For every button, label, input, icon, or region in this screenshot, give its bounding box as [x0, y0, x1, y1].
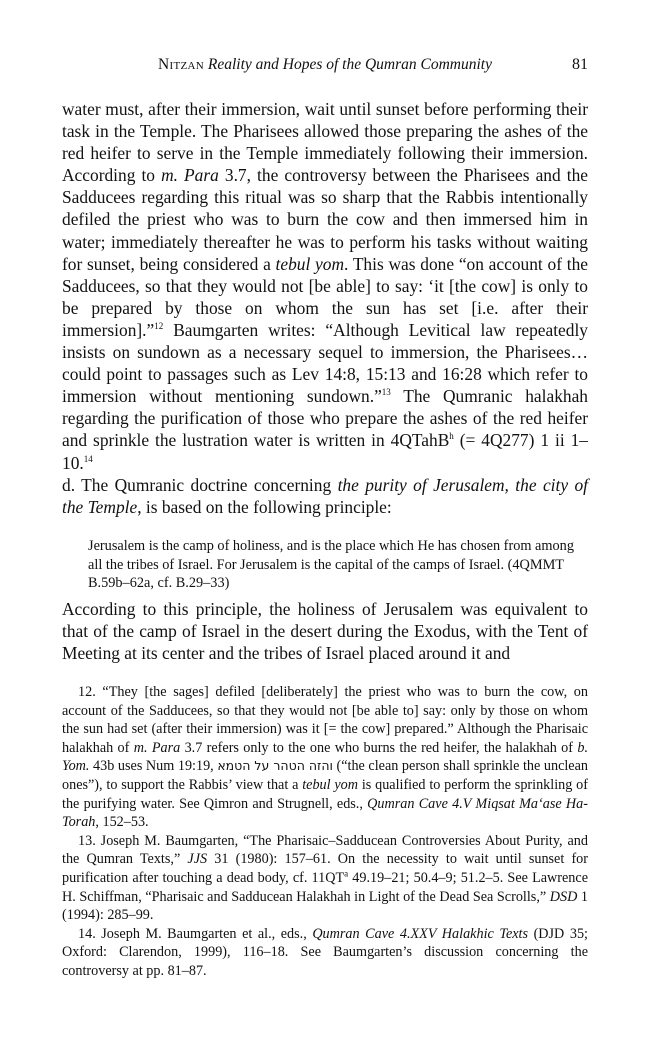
- footnotes: [62, 683, 588, 981]
- text-run: (= 4Q277) 1 ii 1–10.: [62, 430, 588, 473]
- body-paragraph-3: [62, 598, 588, 664]
- text-run: , 152–53.: [95, 814, 149, 831]
- footnote-13: [62, 832, 588, 925]
- running-head-article-title: Reality and Hopes of the Qumran Community: [207, 56, 492, 73]
- text-run: 49.19–21; 50.4–9; 51.2–5. See Lawrence H. Schiffman, “Pharisaic and Sadducean Halakhah in Light of the Dead Sea Scrolls,”: [62, 869, 588, 905]
- text-run: (“the clean person shall sprinkle the unclean ones”), to support the Rabbis’ view that a: [62, 758, 588, 793]
- running-head-title: [62, 56, 588, 74]
- body-paragraph-d: [62, 474, 588, 518]
- text-run: 13. Joseph M. Baumgarten, “The Pharisaic–Sadducean Controversies About Purity, and the Qumran Texts,”: [62, 832, 588, 868]
- footnote-14: [62, 925, 588, 981]
- text-run: d. The Qumranic doctrine concerning: [62, 475, 338, 495]
- hebrew-quote: והזה הטהר על הטמא: [217, 758, 333, 774]
- text-run: is qualified to perform the sprinkling of the purifying water. See Qimron and Strugnell, eds.,: [62, 776, 588, 812]
- term: tebul yom: [302, 776, 359, 793]
- text-run: 12. “They [the sages] defiled [deliberately] the priest who was to burn the cow, on account of the Sadducees, so that they would not [be able to] say: only by those on whom the sun had set (after their immersion) was it [= the cow] prepared.” Although the Pharisaic halakhah of: [62, 684, 588, 756]
- footnote-ref-13[interactable]: 13: [381, 387, 391, 398]
- superscript-a: a: [344, 868, 349, 879]
- journal-title: DSD: [549, 888, 578, 905]
- text-run: , is based on the following principle:: [137, 497, 392, 518]
- book-title: Qumran Cave 4.V Miqsat Ma‘ase Ha-Torah: [62, 795, 588, 831]
- term-purity-of-jerusalem: the purity of Jerusalem, the city of the Temple: [62, 475, 588, 518]
- text-run: 3.7, the controversy between the Pharisees and the Sadducees regarding this ritual was so sharp that the Rabbis intentionally defiled the priest who was to burn the cow and then immersed him in water; immediately thereafter he was to perform his tasks without waiting for sunset, being considered a: [62, 165, 588, 274]
- text-run: Baumgarten writes: “Although Levitical law repeatedly insists on sundown as a necessary sequel to immersion, the Pharisees…could point to passages such as Lev 14:8, 15:13 and 16:28 which refer to immersion without mentioning sundown.”: [62, 319, 588, 407]
- body-paragraph-1: [62, 98, 588, 474]
- running-head-author: Nitzan: [158, 56, 204, 73]
- citation: m. Para: [133, 739, 181, 756]
- text-run: The Qumranic halakhah regarding the purification of those who prepare the ashes of the red heifer and sprinkle the lustration water is written in 4QTahB: [62, 386, 589, 451]
- block-quote: Jerusalem is the camp of holiness, and is the place which He has chosen from among all the tribes of Israel. For Jerusalem is the capital of the camps of Israel. (4QMMT B.59b–62a, cf. B.29–33): [88, 538, 574, 592]
- page-number: 81: [572, 56, 588, 73]
- journal-title: JJS: [187, 851, 208, 868]
- running-head: [62, 56, 588, 78]
- footnote-ref-12[interactable]: 12: [154, 321, 164, 332]
- citation-m-para: m. Para: [161, 165, 219, 186]
- footnote-ref-14[interactable]: 14: [83, 453, 93, 464]
- citation: b. Yom.: [62, 739, 588, 775]
- text-run: 1 (1994): 285–99.: [62, 888, 588, 924]
- text-run: . This was done “on account of the Sadducees, so that they would not [be able] to say: ‘it [the cow] is only to be prepared by those on whom the sun has set [i.e. after their immersion].”: [62, 253, 588, 340]
- term-tebul-yom: tebul yom: [275, 253, 345, 274]
- text-run: 43b uses Num 19:19,: [89, 758, 218, 775]
- text-run: According to this principle, the holiness of Jerusalem was equivalent to that of the camp of Israel in the desert during the Exodus, with the Tent of Meeting at its center and the tribes of Israel placed around it and: [62, 599, 588, 664]
- footnote-12: [62, 683, 588, 832]
- text-run: 31 (1980): 157–61. On the necessity to wait until sunset for purification after touching a dead body, cf. 11QT: [62, 851, 588, 886]
- text-run: 14. Joseph M. Baumgarten et al., eds.,: [78, 925, 313, 942]
- book-title: Qumran Cave 4.XXV Halakhic Texts: [312, 925, 529, 942]
- text-run: water must, after their immersion, wait until sunset before performing their task in the Temple. The Pharisees allowed those preparing the ashes of the red heifer to serve in the Temple immediately following their immersion. According to: [62, 99, 588, 186]
- text-run: 3.7 refers only to the one who burns the red heifer, the halakhah of: [180, 739, 578, 756]
- text-run: (DJD 35; Oxford: Clarendon, 1999), 116–18. See Baumgarten’s discussion concerning the controversy at pp. 81–87.: [62, 925, 588, 979]
- superscript-h: h: [449, 431, 454, 442]
